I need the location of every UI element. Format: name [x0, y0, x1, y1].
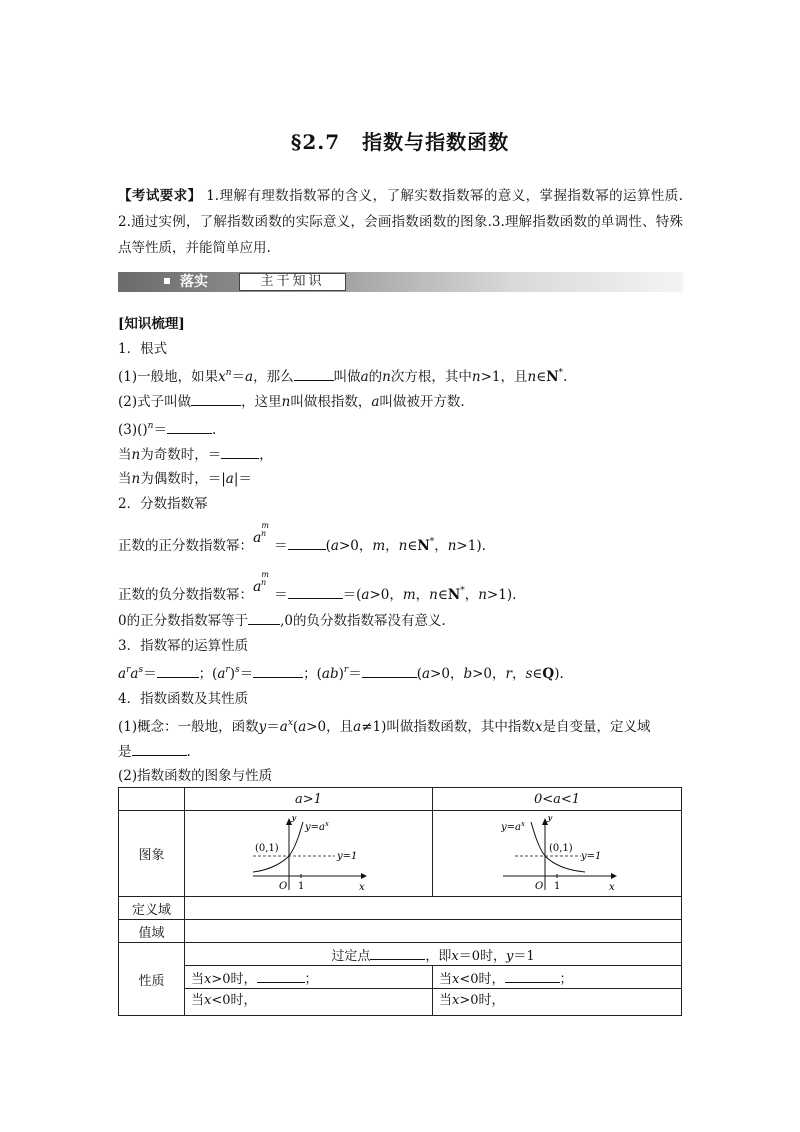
blank — [257, 968, 305, 983]
exponential-properties-table — [118, 787, 682, 1016]
line-zero-power: 0的正分数指数幂等于 ,0的负分数指数幂没有意义. — [118, 609, 683, 634]
section-banner — [118, 272, 683, 294]
line-odd: 当n为奇数时，＝ ， — [118, 443, 683, 468]
domain-cell — [185, 897, 682, 920]
line-even: 当n为偶数时，＝|a|＝ — [118, 471, 252, 487]
knowledge-body — [118, 312, 683, 789]
svg-text:O: O — [535, 880, 544, 892]
svg-text:1: 1 — [554, 880, 561, 892]
col-a-lt-1: 0<a<1 — [433, 788, 682, 811]
fixed-point-cell: 过定点 ，即x＝0时，y＝1 — [185, 943, 682, 966]
x-axis-arrow-icon — [361, 873, 367, 879]
line-exp-concept: (1)概念：一般地，函数$y=a^x(a>0$，且a≠1)叫做指数函数，其中指数x是自变量，定义域 — [118, 718, 651, 735]
svg-text:x: x — [609, 881, 615, 892]
x-axis-arrow-icon — [611, 873, 617, 879]
increasing-exponential-graph — [251, 816, 371, 892]
line-negative-fraction: 正数的负分数指数幂：$a^{mn}= =(a>0$，m，n∈N*，n>1). — [118, 569, 517, 603]
props-right-2: 当x>0时， — [433, 989, 682, 1016]
line-exp-domain: 是 . — [118, 740, 683, 765]
line-exp-graph: (2)指数函数的图象与性质 — [118, 768, 273, 784]
heading-exponential: 4．指数函数及其性质 — [118, 690, 249, 707]
line-positive-fraction: 正数的正分数指数幂：$a^{mn}= (a>0$，m，n∈N*，n>1). — [118, 521, 486, 554]
range-cell — [185, 920, 682, 943]
heading-fraction: 2．分数指数幂 — [118, 495, 208, 512]
line-radical-expr: (2)式子叫做 ，这里n叫做根指数，a叫做被开方数. — [118, 390, 683, 415]
blank — [132, 741, 187, 756]
svg-text:y: y — [291, 815, 297, 823]
svg-text:y=1: y=1 — [337, 850, 358, 862]
banner-left: 落实 — [118, 272, 238, 292]
blank — [248, 610, 280, 625]
row-graph-label: 图象 — [119, 811, 185, 897]
row-props-label: 性质 — [119, 943, 185, 1016]
svg-text:(0,1): (0,1) — [255, 842, 279, 854]
graph-increasing — [185, 811, 433, 897]
svg-text:y=ax: $y=a^x$ — [305, 819, 329, 833]
square-bullet-icon — [164, 278, 170, 284]
svg-text:O: O — [279, 880, 288, 892]
line-radical-power: (3)()$^n$＝ . — [118, 421, 217, 438]
props-right-1: 当x<0时， ； — [433, 966, 682, 989]
banner-right: 主干知识 — [239, 273, 346, 291]
svg-text:(0,1): (0,1) — [549, 842, 573, 854]
blank — [191, 391, 241, 406]
blank — [505, 968, 560, 983]
heading-radical: 1．根式 — [118, 340, 168, 357]
blank — [288, 584, 343, 599]
svg-text:y: y — [547, 815, 553, 823]
exam-requirements: 【考试要求】 1.理解有理数指数幂的含义，了解实数指数幂的意义，掌握指数幂的运算性质. 2.通过实例，了解指数函数的实际意义，会画指数函数的图象.3.理解指数函数的单调性、特殊点等性质，并能简单应用. — [118, 188, 684, 256]
heading-operations: 3．指数幂的运算性质 — [118, 637, 249, 654]
blank — [167, 419, 212, 434]
blank — [253, 663, 303, 678]
blank — [157, 663, 199, 678]
props-left-1: 当x>0时， ； — [185, 966, 433, 989]
line-radical-def: (1)一般地，如果$x^n=a$，那么 叫做a的n次方根，其中n>1，且n∈N*. — [118, 368, 568, 385]
svg-text:y=1: y=1 — [581, 850, 602, 862]
decreasing-exponential-graph — [501, 816, 621, 892]
blank — [362, 663, 417, 678]
blank — [288, 535, 326, 550]
props-left-2: 当x<0时， — [185, 989, 433, 1016]
blank — [370, 945, 425, 960]
knowledge-heading: [知识梳理] — [118, 316, 185, 332]
row-range-label: 值域 — [119, 920, 185, 943]
graph-decreasing — [433, 811, 682, 897]
svg-text:y=ax: $y=a^x$ — [501, 819, 525, 833]
blank — [221, 444, 259, 459]
svg-text:x: x — [359, 881, 365, 892]
line-operations: $a^ra^s=$ ；$(a^r)^s=$ ；(ab)$^r$＝ (a>0，b>0，r，s∈Q). — [118, 665, 564, 682]
blank — [294, 366, 334, 381]
col-a-gt-1: a>1 — [185, 788, 433, 811]
svg-text:1: 1 — [298, 880, 305, 892]
page-title: §2.7 指数与指数函数 — [290, 130, 510, 154]
row-domain-label: 定义域 — [119, 897, 185, 920]
